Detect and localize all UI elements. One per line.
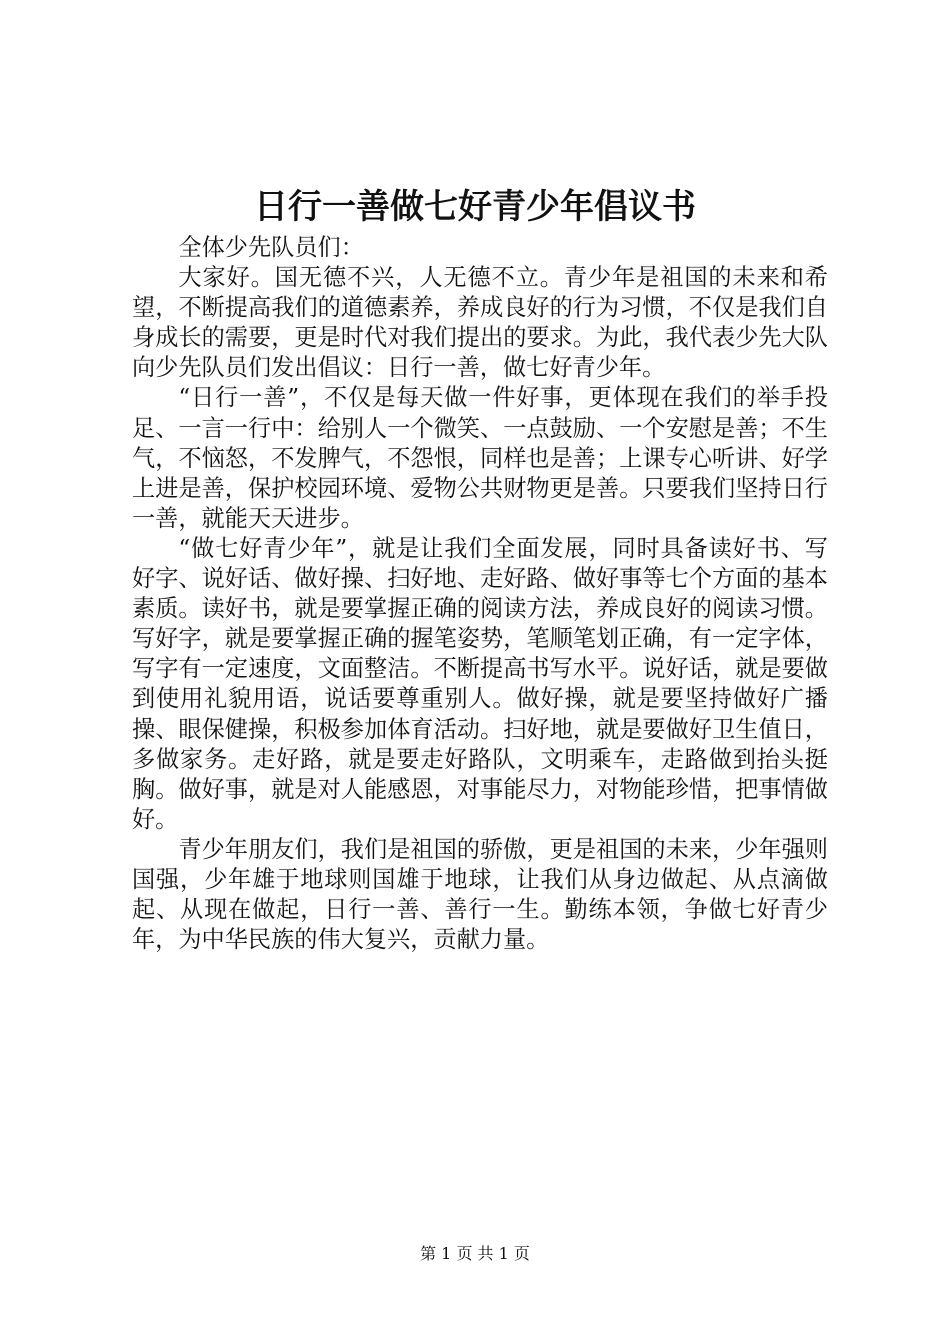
document-body xyxy=(132,233,828,955)
page-footer: 第 1 页 共 1 页 xyxy=(420,1244,530,1263)
paragraph-4: 青少年朋友们，我们是祖国的骄傲，更是祖国的未来，少年强则国强，少年雄于地球则国雄于地球，让我们从身边做起、从点滴做起、从现在做起，日行一善、善行一生。勤练本领，争做七好青少年，为中华民族的伟大复兴，贡献力量。 xyxy=(132,835,828,954)
paragraph-3: “做七好青少年”，就是让我们全面发展，同时具备读好书、写好字、说好话、做好操、扫好地、走好路、做好事等七个方面的基本素质。读好书，就是要掌握正确的阅读方法，养成良好的阅读习惯。写好字，就是要掌握正确的握笔姿势，笔顺笔划正确，有一定字体，写字有一定速度，文面整洁。不断提高书写水平。说好话，就是要做到使用礼貌用语，说话要尊重别人。做好操，就是要坚持做好广播操、眼保健操，积极参加体育活动。扫好地，就是要做好卫生值日，多做家务。走好路，就是要走好路队，文明乘车，走路做到抬头挺胸。做好事，就是对人能感恩，对事能尽力，对物能珍惜，把事情做好。 xyxy=(132,534,828,833)
paragraph-1: 大家好。国无德不兴，人无德不立。青少年是祖国的未来和希望，不断提高我们的道德素养，养成良好的行为习惯，不仅是我们自身成长的需要，更是时代对我们提出的要求。为此，我代表少先大队向少先队员们发出倡议：日行一善，做七好青少年。 xyxy=(132,264,828,382)
paragraph-2: “日行一善”，不仅是每天做一件好事，更体现在我们的举手投足、一言一行中：给别人一个微笑、一点鼓励、一个安慰是善；不生气，不恼怒，不发脾气，不怨恨，同样也是善；上课专心听讲、好学上进是善，保护校园环境、爱物公共财物更是善。只要我们坚持日行一善，就能天天进步。 xyxy=(132,384,828,532)
document-title: 日行一善做七好青少年倡议书 xyxy=(254,187,696,227)
greeting: 全体少先队员们： xyxy=(178,234,364,261)
